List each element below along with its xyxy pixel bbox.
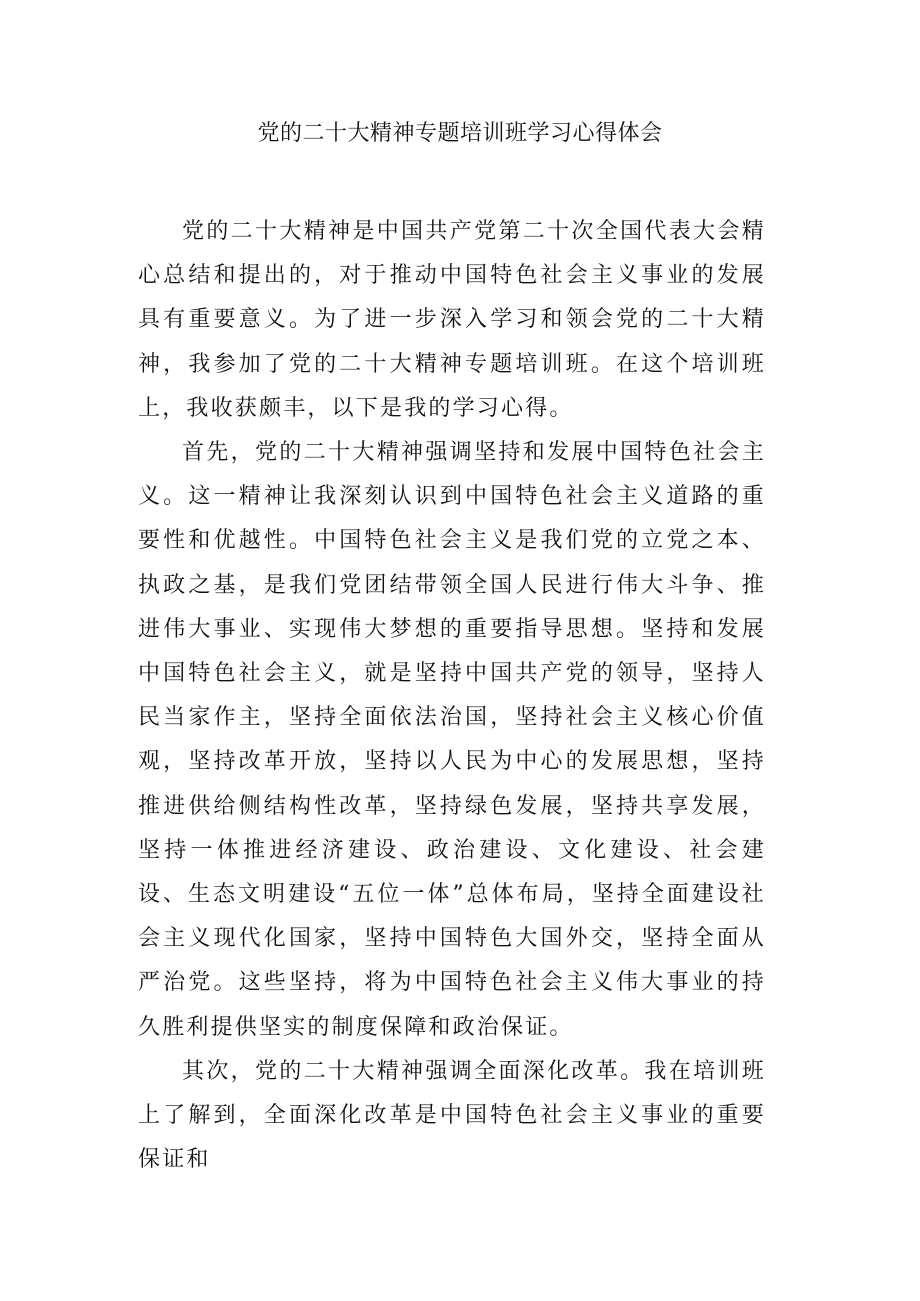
paragraph-second-point: 其次，党的二十大精神强调全面深化改革。我在培训班上了解到，全面深化改革是中国特色社会主义事业的重要保证和 bbox=[138, 1058, 766, 1173]
document-title: 党的二十大精神专题培训班学习心得体会 bbox=[257, 121, 663, 146]
paragraph-first-point: 首先，党的二十大精神强调坚持和发展中国特色社会主义。这一精神让我深刻认识到中国特色社会主义道路的重要性和优越性。中国特色社会主义是我们党的立党之本、执政之基，是我们党团结带领全国人民进行伟大斗争、推进伟大事业、实现伟大梦想的重要指导思想。坚持和发展中国特色社会主义，就是坚持中国共产党的领导，坚持人民当家作主，坚持全面依法治国，坚持社会主义核心价值观，坚持改革开放，坚持以人民为中心的发展思想，坚持推进供给侧结构性改革，坚持绿色发展，坚持共享发展，坚持一体推进经济建设、政治建设、文化建设、社会建设、生态文明建设“五位一体”总体布局，坚持全面建设社会主义现代化国家，坚持中国特色大国外交，坚持全面从严治党。这些坚持，将为中国特色社会主义伟大事业的持久胜利提供坚实的制度保障和政治保证。 bbox=[138, 440, 766, 1040]
paragraph-intro: 党的二十大精神是中国共产党第二十次全国代表大会精心总结和提出的，对于推动中国特色社会主义事业的发展具有重要意义。为了进一步深入学习和领会党的二十大精神，我参加了党的二十大精神专题培训班。在这个培训班上，我收获颇丰，以下是我的学习心得。 bbox=[138, 219, 766, 421]
document-body bbox=[138, 210, 766, 1182]
